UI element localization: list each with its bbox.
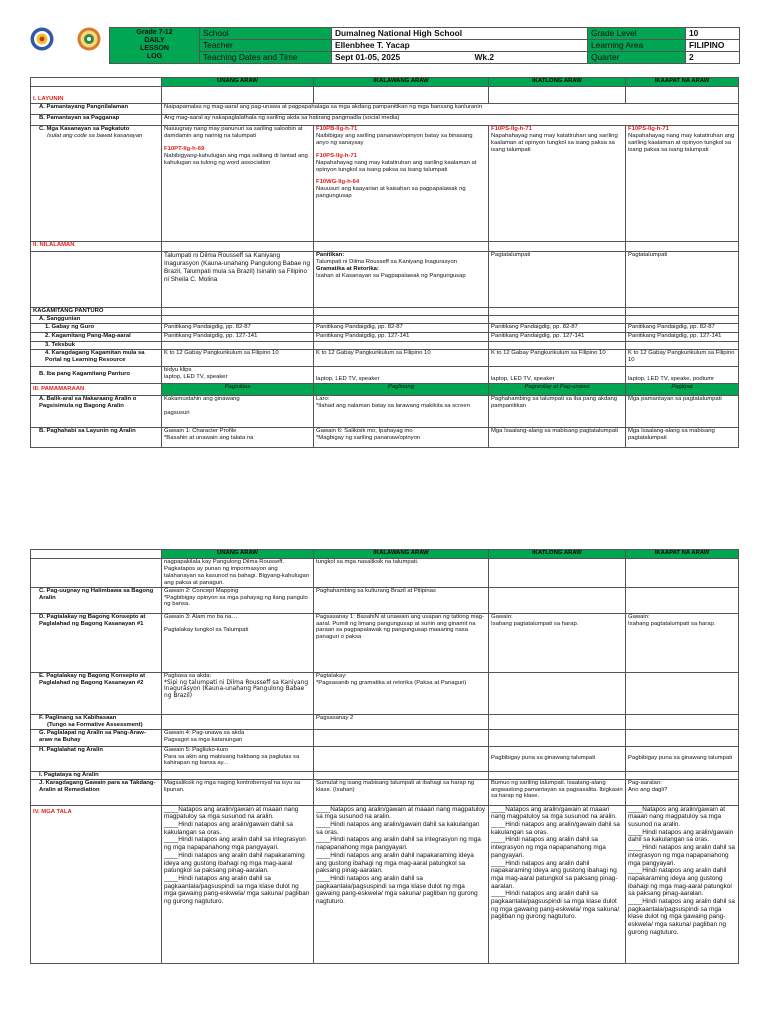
paghahabi-day1-line1: Gawain 1: Character Profile bbox=[164, 427, 237, 434]
kasanayan-day1-text1: Naiuugnay nang may panunuri sa sariling saloobin at damdamin ang narinig na talumpati bbox=[164, 126, 303, 139]
kasanayan-day3 bbox=[489, 126, 626, 242]
konsepto1-day3-text: Isahang pagtatalumpati sa harap. bbox=[491, 620, 579, 627]
paghahabi-day1-line2: *Basahin at unawain ang talata na bbox=[164, 434, 254, 441]
tala-item: ____Natapos ang aralin/gawain at maaari nang magpatuloy sa mga susunod na aralin. bbox=[491, 805, 617, 821]
kagamitang-mag-aaral-label: 2. Kagamitang Pang-Mag-aaral bbox=[31, 332, 162, 341]
balik-aral-day1 bbox=[162, 395, 314, 427]
empty-cell bbox=[626, 559, 739, 588]
kagamitang-mag-aaral-day1: Panitikang Pandaigdig, pp. 127-141 bbox=[162, 332, 314, 341]
tala-item: ____Hindi natapos ang aralin dahil sa pagkaantala/pagsuspindi sa mga klase dulot ng mga gawaing pang-eskwela/ mga sakuna/ pagliban ng gurong nagtuturo. bbox=[628, 898, 735, 936]
tala-item: ____Hindi natapos ang aralin/gawain dahil sa kakulangan sa oras. bbox=[164, 821, 293, 836]
nilalaman-day1: Talumpati ni Dilma Rousseff sa Kaniyang Inagurasyon (Kauna-unahang Pangulong Babae ng Brazil, Talumpati mula sa Brazil) Isinalin sa Filipino ni Sheila C. Molina bbox=[162, 252, 314, 308]
empty-cell bbox=[489, 242, 626, 252]
section-layunin-label: I. LAYUNIN bbox=[33, 96, 64, 103]
tala-item: ____Hindi natapos ang aralin dahil napakaraming ideya ang gustong ibahagi ng mga mag-aaral patungkol sa paksang pinag-aaralan. bbox=[491, 859, 618, 890]
konsepto2-day1-label: Pagbasa sa akda: bbox=[164, 672, 212, 679]
paglalapat-day1-line1: Gawain 4: Pag-unawa sa akda bbox=[164, 729, 245, 736]
section-mga-tala: IV. MGA TALA bbox=[31, 805, 162, 963]
pag-uugnay-day1 bbox=[162, 587, 314, 613]
day2-header-p2: IKALAWANG ARAW bbox=[314, 550, 489, 559]
empty-cell bbox=[489, 87, 626, 104]
kasanayan-label: C. Mga Kasanayan sa Pagkatuto bbox=[39, 126, 130, 132]
empty-cell bbox=[162, 714, 314, 729]
tala-item: ____Hindi natapos ang aralin dahil sa integrasyon ng mga napapanahong mga pangyayari. bbox=[628, 844, 735, 867]
iba-pang-day1-line2: laptop, LED TV, speaker bbox=[164, 373, 228, 380]
empty-cell bbox=[626, 729, 739, 746]
kasanayan-day1 bbox=[162, 126, 314, 242]
deped-seal-logo bbox=[30, 27, 54, 56]
karagdagang-kagamitan-day1: K to 12 Gabay Pangkurikulum sa Filipino 10 bbox=[162, 349, 314, 366]
iba-pang-day1-line1: bidyu klips bbox=[164, 366, 192, 373]
kasanayan-day1-text2: Nabibigyang-kahulugan ang mga salitang di lantad ang kahulugan sa tulong ng word association bbox=[164, 152, 308, 166]
konsepto1-day3 bbox=[489, 613, 626, 672]
pag-uugnay-day1-line1: Gawain 2: Concept Mapping bbox=[164, 587, 239, 594]
konsepto2-day2-text: *Pagsasanib ng gramatika at retorika (Paksa at Panaguri) bbox=[316, 679, 467, 686]
kagamitang-mag-aaral-day2: Panitikang Pandaigdig, pp. 127-141 bbox=[314, 332, 489, 341]
empty-cell bbox=[314, 242, 489, 252]
school-label: School bbox=[200, 28, 332, 40]
grade-level-label: Grade Level bbox=[588, 28, 686, 40]
balik-aral-day4: Mga pamantayan sa pagtatalumpati bbox=[626, 395, 739, 427]
paglalahat-day1-line1: Gawain 5: Pagliuko-kuro bbox=[164, 746, 229, 753]
paghahabi-day1 bbox=[162, 427, 314, 447]
tala-item: ____Hindi natapos ang aralin/gawain dahil sa kakulangan sa oras. bbox=[491, 821, 620, 836]
karagdagang-kagamitan-label: 4. Karagdagang Kagamitan mula sa Portal ng Learning Resource bbox=[31, 349, 162, 366]
empty-cell bbox=[489, 308, 626, 316]
dates-cell bbox=[332, 52, 588, 64]
week-value: Wk.2 bbox=[474, 52, 495, 62]
karagdagang-gawain-day2: Sumulat ng isang mabisang talumpati at ibahagi sa harap ng klase. (Isahan) bbox=[314, 779, 489, 805]
iba-pang-kagamitan-day1 bbox=[162, 366, 314, 383]
empty-cell bbox=[626, 672, 739, 714]
nilalaman-day2-panitikan-label: Panitikan: bbox=[316, 252, 345, 258]
konsepto1-day4-text: Isahang pagtatalumpati sa harap. bbox=[628, 620, 716, 627]
paghahabi-day4: Mga Isaalang-alang sa mabisang pagtatalumpati bbox=[626, 427, 739, 447]
empty-cell bbox=[162, 308, 314, 316]
empty-cell bbox=[489, 315, 626, 323]
kabihasaan-sublabel: (Tungo sa Formative Assessment) bbox=[47, 721, 143, 728]
konsepto1-day1-line2: Pagtalakay tungkol sa Talumpati bbox=[164, 627, 249, 634]
empty-cell bbox=[489, 672, 626, 714]
header-table bbox=[109, 27, 740, 64]
kagamitang-mag-aaral-day4: Panitikang Pandaigdig, pp. 127-141 bbox=[626, 332, 739, 341]
kasanayan-day2-text3: Nauusuri ang kaayarian at kaisahan sa pagpapalawak ng pangungusap bbox=[316, 186, 466, 200]
empty-cell bbox=[626, 308, 739, 316]
section-pamamaraan: III. PAMAMARAAN bbox=[31, 383, 162, 395]
day1-header-p2: UNANG ARAW bbox=[162, 550, 314, 559]
paglalahat-day3: Pagbibigay puna sa ginawang talumpati bbox=[489, 746, 626, 771]
day3-header: IKATLONG ARAW bbox=[489, 78, 626, 87]
empty-cell bbox=[314, 87, 489, 104]
empty-cell bbox=[162, 315, 314, 323]
nilalaman-day2-gramatika-label: Gramatika at Retorika: bbox=[316, 265, 379, 272]
empty-cell bbox=[489, 729, 626, 746]
tala-item: ____Natapos ang aralin/gawain at maaari nang magpatuloy sa mga susunod na aralin. bbox=[316, 805, 486, 821]
empty-cell bbox=[162, 242, 314, 252]
nilalaman-day2-panitikan: Talumpati ni Dilma Rousseff sa Kaniyang Inagurasyon bbox=[316, 258, 458, 265]
grade-level-value: 10 bbox=[686, 28, 740, 40]
konsepto1-label: D. Pagtalakay ng Bagong Konsepto at Paglalahad ng Bagong Kasanayan #1 bbox=[31, 613, 162, 672]
school-value: Dumalneg National High School bbox=[332, 28, 588, 40]
day4-header-p2: IKAAPAT NA ARAW bbox=[626, 550, 739, 559]
karagdagang-kagamitan-day3: K to 12 Gabay Pangkurikulum sa Filipino 10 bbox=[489, 349, 626, 366]
paghahabi-day3: Mga Isaalang-alang sa mabisang pagtatalumpati bbox=[489, 427, 626, 447]
konsepto1-day4 bbox=[626, 613, 739, 672]
grade-label: Grade 7-12 bbox=[136, 29, 173, 36]
day2-header: IKALAWANG ARAW bbox=[314, 78, 489, 87]
karagdagang-gawain-day3: Bumuo ng sariling talumpati. Isaalang-alang angwastong pamantayan sa pagsasalita. Ibigkasin sa harap ng klase. bbox=[489, 779, 626, 805]
empty-cell bbox=[162, 341, 314, 349]
kabihasaan-day2: Pagsasanay 2 bbox=[314, 714, 489, 729]
daily-lesson-log-title: DAILY LESSON LOG bbox=[140, 37, 169, 60]
nilalaman-day3: Pagtatalumpati bbox=[489, 252, 626, 308]
paglalapat-day1 bbox=[162, 729, 314, 746]
gabay-guro-day2: Panitikang Pandaigdig, pp. 82-87 bbox=[314, 323, 489, 332]
dates-label: Teaching Dates and Time bbox=[200, 52, 332, 64]
tala-item: ____Hindi natapos ang aralin dahil napakaraming ideya ang gustong ibahagi ng mga mag-aaral patungkol sa paksang pinag-aaralan. bbox=[628, 867, 732, 898]
empty-cell bbox=[489, 714, 626, 729]
empty-cell bbox=[162, 771, 314, 779]
karagdagang-gawain-label: J. Karagdagang Gawain para sa Takdang-Aralin at Remediation bbox=[31, 779, 162, 805]
balik-aral-day1-line1: Kakamustahin ang ginawang bbox=[164, 395, 240, 402]
tala-item: ____Hindi natapos ang aralin dahil sa pagkaantala/pagsuspindi sa mga klase dulot ng mga gawaing pang-eskwela/ mga sakuna/ pagliban ng gurong nagtuturo. bbox=[491, 890, 620, 921]
paglalahat-day1-line2: Para sa akin ang mabisang hakbang sa paglutas sa kahirapan ng bansa ay... bbox=[164, 753, 300, 767]
mga-tala-day1 bbox=[162, 805, 314, 963]
karagdagang-gawain-day1: Magsaliksik ng mga naging kontrobersyal na isyu sa lipunan. bbox=[162, 779, 314, 805]
kabihasaan-label bbox=[31, 714, 162, 729]
lesson-plan-table-page2 bbox=[30, 549, 739, 964]
continuation-day1: nagpapakilala kay Pangulong Dilma Rousseff. Pagkatapos ay punan ng impormasyon ang talahanayan sa kasunod na bahagi. Bigyang-kahulugan ang paksa at panaguri. bbox=[162, 559, 314, 588]
balik-aral-day3: Paghahambing sa talumpati sa iba pang akdang pampanitikan bbox=[489, 395, 626, 427]
iba-pang-kagamitan-day3: laptop, LED TV, speaker bbox=[489, 366, 626, 383]
phase-paglinang: Paglinang bbox=[314, 383, 489, 395]
empty-cell bbox=[626, 87, 739, 104]
paglalahat-label: H. Paglalahat ng Aralin bbox=[31, 746, 162, 771]
teksbuk-label: 3. Teksbuk bbox=[31, 341, 162, 349]
karagdagang-gawain-day4-line1: Pag-aaralan: bbox=[628, 779, 662, 786]
tala-item: ____Hindi natapos ang aralin dahil sa pagkaantala/pagsuspindi sa mga klase dulot ng mga gawaing pang-eskwela/ mga sakuna/ pagliban ng gurong nagtuturo. bbox=[164, 874, 310, 906]
row-label-pamantayan-pagganap: B. Pamantayan sa Pagganap bbox=[31, 115, 162, 126]
row-label-kasanayan bbox=[31, 126, 162, 242]
pamantayang-pangnilalaman-text: Naipapamalas ng mag-aaral ang pag-unawa at pagpapahalaga sa mga akdang pampanitikan ng mga bansang kanluranin bbox=[162, 104, 739, 115]
section-nilalaman: II. NILALAMAN bbox=[31, 242, 162, 252]
empty-cell bbox=[314, 746, 489, 771]
row-label-pamantayang-pangnilalaman: A. Pamantayang Pangnilalaman bbox=[31, 104, 162, 115]
pag-uugnay-day2: Paghahambing sa kulturang Brazil at Pilipinas bbox=[314, 587, 489, 613]
empty-cell bbox=[31, 252, 162, 308]
tala-item: ____Natapos ang aralin/gawain at maaari nang magpatuloy sa mga susunod na aralin. bbox=[164, 805, 299, 821]
empty-cell bbox=[626, 714, 739, 729]
sanggunian-label: A. Sanggunian bbox=[31, 315, 162, 323]
empty-cell bbox=[626, 587, 739, 613]
konsepto1-day4-label: Gawain: bbox=[628, 613, 650, 620]
empty-cell bbox=[31, 559, 162, 588]
kasanayan-day2-code1: F10PB-IIg-h-71 bbox=[316, 126, 358, 132]
section-layunin bbox=[31, 87, 162, 104]
gabay-guro-day4: Panitikang Pandaigdig, pp. 82-87 bbox=[626, 323, 739, 332]
tala-item: ____Hindi natapos ang aralin dahil sa integrasyon ng mga napapanahong mga pangyayari. bbox=[316, 836, 481, 852]
tala-item: ____Hindi natapos ang aralin dahil napakaraming ideya ang gustong ibahagi ng mga mag-aaral patungkol sa paksang pinag-aaralan. bbox=[316, 851, 474, 875]
nilalaman-day2 bbox=[314, 252, 489, 308]
konsepto2-day2-label: Pagtalakay: bbox=[316, 672, 347, 679]
corner-cell bbox=[31, 550, 162, 559]
empty-cell bbox=[314, 315, 489, 323]
kasanayan-day2-text2: Napahahayag nang may katatiruhan ang sariling kaalaman at opinyon tungkol sa isang paksa sa isang talumpati bbox=[316, 159, 477, 173]
tala-item: ____Hindi natapos ang aralin/gawain dahil sa kakulangan sa oras. bbox=[316, 821, 480, 836]
konsepto2-day2 bbox=[314, 672, 489, 714]
konsepto1-day1-line1: Gawain 3: Alam mo ba na… bbox=[164, 613, 238, 620]
division-seal-logo bbox=[77, 27, 101, 56]
phase-paglipat: Paglipat bbox=[626, 383, 739, 395]
continuation-day2: tungkol sa mga nasaliksik na talumpati. bbox=[314, 559, 489, 588]
balik-aral-day2 bbox=[314, 395, 489, 427]
kasanayan-day2-text1: Naibibigay ang sariling pananaw/opinyon batay sa binasang anyo ng sanaysay bbox=[316, 132, 473, 146]
dates-value: Sept 01-05, 2025 bbox=[335, 52, 401, 62]
teacher-label: Teacher bbox=[200, 40, 332, 52]
balik-aral-day2-text: *Ilahad ang nalaman batay sa larawang makikita sa screen bbox=[316, 402, 470, 409]
paghahabi-day2-line2: *Magbigay ng sariling pananaw/opinyon bbox=[316, 434, 421, 441]
konsepto2-label: E. Pagtalakay ng Bagong Konsepto at Paglalahad ng Bagong Kasanayan #2 bbox=[31, 672, 162, 714]
day4-header: IKAAPAT NA ARAW bbox=[626, 78, 739, 87]
pamantayan-pagganap-text: Ang mag-aaral ay nakapaglalathala ng sariling akda sa hatirang pangmadla (social media) bbox=[162, 115, 739, 126]
kasanayan-day4 bbox=[626, 126, 739, 242]
phase-pagninilay: Pagninilay at Pag-unawa bbox=[489, 383, 626, 395]
karagdagang-kagamitan-day4: K to 12 Gabay Pangkurikulum sa Filipino 10 bbox=[626, 349, 739, 366]
empty-cell bbox=[626, 341, 739, 349]
konsepto2-day1-text: *Sipi ng talumpati ni Dilma Rousseff sa Kaniyang Inagurasyon (Kauna-unahang Pangulong Babae ng Brazil) bbox=[164, 679, 309, 700]
empty-cell bbox=[626, 242, 739, 252]
tala-item: ____Hindi natapos ang aralin/gawain dahil sa kakulangan sa oras. bbox=[628, 828, 734, 844]
kasanayan-day2-code2: F10PS-IIg-h-71 bbox=[316, 152, 357, 159]
quarter-value: 2 bbox=[686, 52, 740, 64]
empty-cell bbox=[489, 587, 626, 613]
mga-tala-day3 bbox=[489, 805, 626, 963]
kasanayan-sublabel: Isulat ang code sa bawat kasanayan bbox=[47, 132, 143, 139]
phase-pagtuklas: Pagtuklas bbox=[162, 383, 314, 395]
konsepto1-day1 bbox=[162, 613, 314, 672]
paglalahat-day1 bbox=[162, 746, 314, 771]
lesson-plan-table-page1 bbox=[30, 77, 739, 448]
karagdagang-kagamitan-day2: K to 12 Gabay Pangkurikulum sa Filipino 10 bbox=[314, 349, 489, 366]
empty-cell bbox=[314, 771, 489, 779]
tala-item: ____Hindi natapos ang aralin dahil napakaraming ideya ang gustong ibahagi ng mga mag-aaral patungkol sa paksang pinag-aaralan. bbox=[164, 851, 305, 875]
gabay-guro-day1: Panitikang Pandaigdig, pp. 82-87 bbox=[162, 323, 314, 332]
nilalaman-day2-gramatika: Isahan at Kasanayan sa Pagpapalawak ng Pangungusap bbox=[316, 272, 466, 279]
empty-cell bbox=[314, 308, 489, 316]
tala-item: ____Natapos ang aralin/gawain at maaari nang magpatuloy sa mga susunod na aralin. bbox=[628, 805, 725, 829]
kabihasaan-label-text: F. Paglinang sa Kabihasaan bbox=[39, 714, 117, 721]
empty-cell bbox=[489, 341, 626, 349]
iba-pang-kagamitan-label: B. Iba pang Kagamitang Panturo bbox=[31, 366, 162, 383]
empty-cell bbox=[162, 87, 314, 104]
mga-tala-day2 bbox=[314, 805, 489, 963]
mga-tala-day4 bbox=[626, 805, 739, 963]
quarter-label: Quarter bbox=[588, 52, 686, 64]
pagtataya-label: I. Pagtataya ng Aralin bbox=[31, 771, 162, 779]
empty-cell bbox=[626, 315, 739, 323]
kasanayan-day2 bbox=[314, 126, 489, 242]
tala-item: ____Hindi natapos ang aralin dahil sa integrasyon ng mga napapanahong mga pangyayari. bbox=[164, 836, 306, 852]
kasanayan-day2-code3: F10WG-IIg-h-64 bbox=[316, 179, 360, 186]
empty-cell bbox=[314, 341, 489, 349]
iba-pang-kagamitan-day2: laptop, LED TV, speaker bbox=[314, 366, 489, 383]
nilalaman-day4: Pagtatalumpati bbox=[626, 252, 739, 308]
empty-cell bbox=[489, 771, 626, 779]
balik-aral-day2-label: Laro: bbox=[316, 395, 330, 402]
iba-pang-kagamitan-day4: laptop, LED TV, speake, podiumr bbox=[626, 366, 739, 383]
corner-cell bbox=[31, 78, 162, 87]
empty-cell bbox=[489, 559, 626, 588]
kasanayan-day1-code2: F10PT-IIg-h-69 bbox=[164, 145, 205, 152]
balik-aral-day1-line2: pagsusuri bbox=[164, 409, 190, 416]
gabay-guro-day3: Panitikang Pandaigdig, pp. 82-87 bbox=[489, 323, 626, 332]
day1-header: UNANG ARAW bbox=[162, 78, 314, 87]
pag-uugnay-label: C. Pag-uugnay ng Halimbawa sa Bagong Aralin bbox=[31, 587, 162, 613]
kagamitang-mag-aaral-day3: Panitikang Pandaigdig, pp. 127-141 bbox=[489, 332, 626, 341]
paglalapat-label: G. Paglalapat ng Aralin sa Pang-Araw-araw na Buhay bbox=[31, 729, 162, 746]
log-title-cell bbox=[110, 28, 200, 64]
pag-uugnay-day1-line2: *Pagbibigay opinyon sa mga pahayag ng ilang pangulo ng bansa. bbox=[164, 594, 308, 608]
balik-aral-label: A. Balik-aral sa Nakaraang Aralin o Pagsisimula ng Bagong Aralin bbox=[31, 395, 162, 427]
day3-header-p2: IKATLONG ARAW bbox=[489, 550, 626, 559]
konsepto1-day3-label: Gawain: bbox=[491, 613, 513, 620]
konsepto2-day1 bbox=[162, 672, 314, 714]
gabay-guro-label: 1. Gabay ng Guro bbox=[31, 323, 162, 332]
kagamitang-panturo-label: KAGAMITANG PANTURO bbox=[31, 308, 162, 316]
karagdagang-gawain-day4-line2: Ano ang dagli? bbox=[628, 786, 668, 793]
kasanayan-day4-text: Napahahayag nang may katatiruhan ang sariling kaalaman at opinyon tungkol sa isang paksa sa isang talumpati bbox=[628, 132, 735, 153]
paglalapat-day1-line2: Pagsagot sa mga katanungan bbox=[164, 736, 243, 743]
tala-item: ____Hindi natapos ang aralin dahil sa integrasyon ng mga napapanahong mga pangyayari. bbox=[491, 836, 606, 859]
karagdagang-gawain-day4 bbox=[626, 779, 739, 805]
empty-cell bbox=[626, 771, 739, 779]
teacher-value: Ellenbhee T. Yacap bbox=[332, 40, 588, 52]
tala-item: ____Hindi natapos ang aralin dahil sa pagkaantala/pagsuspindi sa mga klase dulot ng mga gawaing pang-eskwela/ mga sakuna/ pagliban ng gurong nagtuturo. bbox=[316, 874, 478, 906]
paglalahat-day4: Pagbibigay puna sa ginawang talumpati bbox=[626, 746, 739, 771]
konsepto1-day2: Pagsasanay 1: BasahiN at unawain ang usapan ng tatlong mag-aaral. Pumili ng limang pangungusap at suriin ang ginamit na paraan sa pagpapalawak ng pangungusap maaaring nasa panaguri o paksa bbox=[314, 613, 489, 672]
paghahabi-label: B. Paghahabi sa Layunin ng Aralin bbox=[31, 427, 162, 447]
paghahabi-day2 bbox=[314, 427, 489, 447]
kasanayan-day3-text: Napahahayag nang may katatiruhan ang sariling kaalaman at opinyon tungkol sa isang paksa sa isang talumpati bbox=[491, 132, 618, 153]
paghahabi-day2-line1: Gawain 6: Salikisik mo, Ipahayag mo bbox=[316, 427, 413, 434]
kasanayan-day4-code: F10PS-IIg-h-71 bbox=[628, 126, 669, 132]
learning-area-value: FILIPINO bbox=[686, 40, 740, 52]
empty-cell bbox=[314, 729, 489, 746]
kasanayan-day3-code: F10PS-IIg-h-71 bbox=[491, 126, 532, 132]
learning-area-label: Learning Area bbox=[588, 40, 686, 52]
